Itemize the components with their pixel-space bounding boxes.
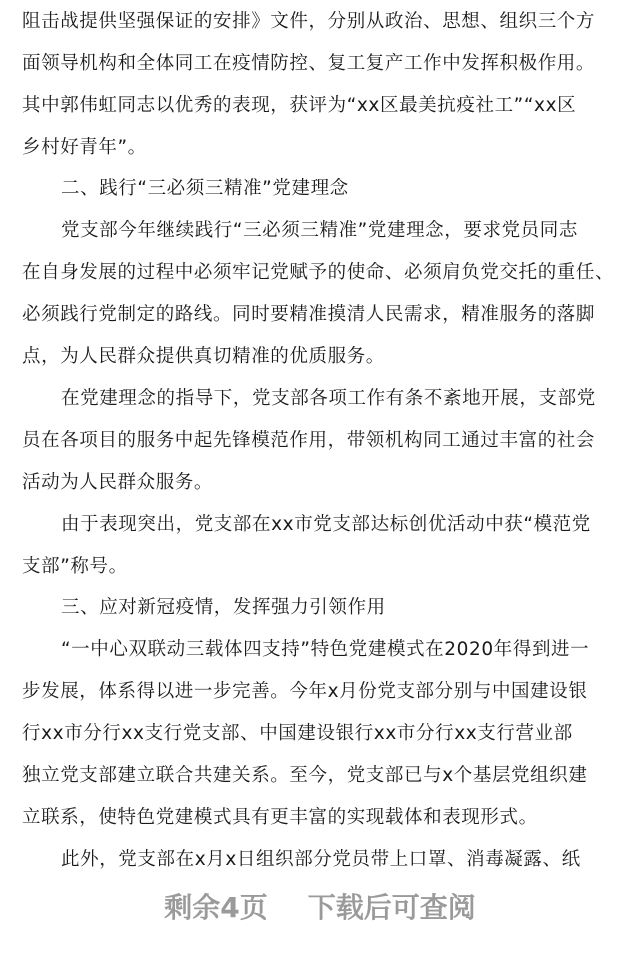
text-line: 点，为人民群众提供真切精准的优质服务。	[22, 346, 385, 367]
section-heading: 三、应对新冠疫情，发挥强力引领作用	[61, 597, 386, 618]
section-heading: 二、践行“三必须三精准”党建理念	[61, 178, 349, 199]
download-to-view-label[interactable]: 下载后可查阅	[307, 891, 476, 924]
text-line: 支部”称号。	[22, 556, 128, 577]
remaining-pages-label: 剩余4页	[164, 891, 268, 924]
text-line: 由于表现突出，党支部在xx市党支部达标创优活动中获“模范党	[61, 514, 591, 535]
text-line: 必须践行党制定的路线。同时要精准摸清人民需求，精准服务的落脚	[22, 304, 596, 325]
text-line: 在党建理念的指导下，党支部各项工作有条不紊地开展，支部党	[61, 388, 596, 409]
download-prompt[interactable]	[0, 888, 640, 928]
text-line: 独立党支部建立联合共建关系。至今，党支部已与x个基层党组织建	[22, 765, 588, 786]
text-line: 活动为人民群众服务。	[22, 472, 214, 493]
text-line: 行xx市分行xx支行党支部、中国建设银行xx市分行xx支行营业部	[22, 723, 573, 744]
text-line: 员在各项目的服务中起先锋模范作用，带领机构同工通过丰富的社会	[22, 430, 596, 451]
text-line: 乡村好青年”。	[22, 137, 147, 158]
text-line: 步发展，体系得以进一步完善。今年x月份党支部分别与中国建设银	[22, 681, 588, 702]
text-line: 党支部今年继续践行“三必须三精准”党建理念，要求党员同志	[61, 220, 578, 241]
text-line: 面领导机构和全体同工在疫情防控、复工复产工作中发挥积极作用。	[22, 53, 596, 74]
text-line: “一中心双联动三载体四支持”特色党建模式在2020年得到进一	[61, 639, 590, 660]
text-line: 此外，党支部在x月x日组织部分党员带上口罩、消毒凝露、纸	[61, 849, 581, 870]
text-line: 立联系，使特色党建模式具有更丰富的实现载体和表现形式。	[22, 807, 538, 828]
text-line: 在自身发展的过程中必须牢记党赋予的使命、必须肩负党交托的重任、	[22, 262, 615, 283]
text-line: 阻击战提供坚强保证的安排》文件，分别从政治、思想、组织三个方	[22, 11, 596, 32]
text-line: 其中郭伟虹同志以优秀的表现，获评为“xx区最美抗疫社工”“xx区	[22, 95, 577, 116]
